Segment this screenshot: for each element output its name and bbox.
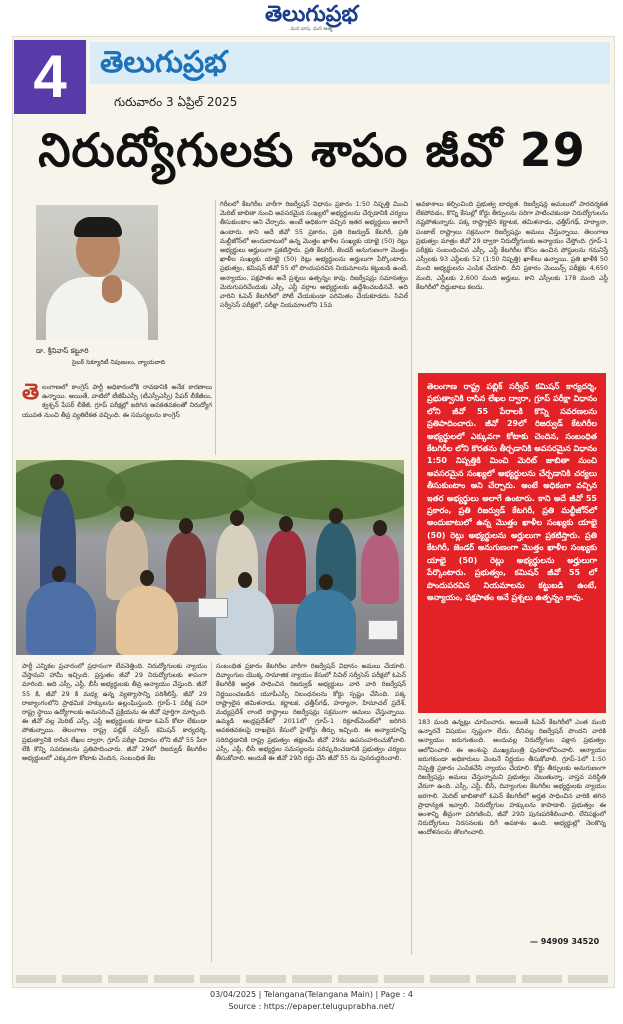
article-column-3-bottom: 183 మంది ఉన్నట్లు చూపించారు. అయితే ఓపెన్ కేటగిరీలో ఎంత మంది ఉన్నారనే విషయం స్పష్టంగా లేదు. దీనివల్ల రిజర్వేషన్ పొందని వారికి అన్యాయం జరుగుతుంది. అందువల్ల నిరుద్యోగుల పక్షాన ప్రభుత్వం ఆలోచించాలి. ఈ అంశంపై ముఖ్యమంత్రి పునరాలోచించాలి. ఆన్యాయం జరుగకుండా అధికారులు వెంటనే నిర్ణయం తీసుకోవాలి. గ్రూప్-1లో 1:50 నిష్పత్తి ప్రకారం ఎంపికచేసి న్యాయం చేయాలి. కోర్టు తీర్పులకు అనుగుణంగా రిజర్వేషన్లు అమలు చేస్తున్నామని ప్రభుత్వం చెబుతున్నా, వాస్తవ పరిస్థితి వేరుగా ఉంది. ఎస్సీ, ఎస్టీ, బీసీ, దివ్యాంగుల కేటగిరీల అభ్యర్థులకు న్యాయం జరగాలి. మెరిట్ జాబితాలో ఓపెన్ కేటగిరీలో అర్హత సాధించిన వారికి తగిన ప్రాధాన్యత ఇవ్వాలి. నిరుద్యోగుల హక్కులను కాపాడాలి. ప్రభుత్వం ఈ అంశాన్ని తీవ్రంగా పరిగణించి, జీవో 29ని పునఃపరిశీలించాలి. లేనిపక్షంలో నిరుద్యోగులు నిరసనలకు దిగే అవకాశం ఉంది. అభ్యర్థుల్లో నెలకొన్న ఆందోళనలను తొలగించాలి. [418,718,606,837]
photo-person-head [279,516,293,532]
photo-person-head [230,510,244,526]
protest-photo [16,460,404,655]
masthead [0,0,623,32]
masthead-tagline: మన భాష. మన ఆత్మ [290,26,333,32]
photo-person-head [140,570,154,586]
headline: నిరుద్యోగులకు శాపం జీవో 29 [38,123,586,177]
dropcap: తె [22,383,40,405]
footer-source: Source : https://epaper.teluguprabha.net/ [228,1002,395,1011]
author-name: డా. శ్రీనివాస్ కట్టూరి [36,347,89,355]
author-hand [102,275,122,303]
photo-placard [368,620,398,640]
photo-person [116,586,178,655]
column-divider [411,200,412,955]
article-intro [22,383,212,455]
photo-person-head [179,518,193,534]
column-divider [215,200,216,455]
photo-person-head [238,572,252,588]
column-divider [211,662,212,962]
article-column-2-bottom: సంబంధిత ప్రకారం కేటగిరీల వారీగా రిజర్వేషన్ విధానం అమలు చేయాలి. దివ్యాంగుల యొక్క సామాజిక న్యాయం కేసులో సివిల్ సర్వీసెస్ పరీక్షలో ఓపెన్ కేటగిరీకి అర్హత సాధించిన రిజర్వుడ్ అభ్యర్థులు వారి వారి రిజర్వేషన్ నిర్ణయించబడిన యూపీఎస్సీ నిబంధనలను కోర్టు స్పష్టం చేసింది. పక్క రాష్ట్రాలైన తమిళనాడు, కర్ణాటక, ఛత్తీస్‌గఢ్, హర్యానా, హిమాచల్ ప్రదేశ్, మధ్యప్రదేశ్ లాంటి రాష్ట్రాలు రిజర్వేషన్లు సక్రమంగా అమలు చేస్తున్నాయి. ఉమ్మడి ఆంధ్రప్రదేశ్‌లో 2011లో గ్రూప్-1 రిక్రూట్‌మెంట్‌లో జరిగిన అవకతవకలపై దాఖలైన కేసులో హైకోర్టు తీర్పు ఇచ్చింది. ఈ అన్యాయాన్ని సరిదిద్దడానికి రాష్ట్ర ప్రభుత్వం తక్షణమే జీవో 29ను ఉపసంహరించుకోవాలి. ఎస్సీ, ఎస్టీ, బీసీ అభ్యర్థుల సమస్యలను పరిష్కరించడానికి ప్రభుత్వం చర్యలు తీసుకోవాలి. అందుకే ఈ జీవో 29ని రద్దు చేసి జీవో 55 ను పునరుద్ధరించాలి. [216,662,406,763]
author-hair [74,217,122,237]
photo-person [26,582,96,655]
photo-tree [246,460,404,520]
article-intro-text: లంగాణలో కాంగ్రెస్ పార్టీ అధికారంలోకి రావడానికి అనేక కారణాలు ఉన్నాయి. అయితే, వాటిలో టీజీపీఎస్సీ (టీఎస్పీఎస్సీ) పేపర్ లీకేజీలు, క్వశ్చన్ పేపర్ లీకేజీ, గ్రూప్ పరీక్షల్లో జరిగిన అవకతవకలతో నిరుద్యోగ యువత నుంచి తీవ్ర వ్యతిరేకత వచ్చింది. ఈ సమస్యలను కాంగ్రెస్ [22,383,212,419]
page-date: గురువారం 3 ఏప్రిల్ 2025 [114,95,238,109]
next-article-strip [16,975,608,983]
footer-edition: 03/04/2025 | Telangana(Telangana Main) | Page : 4 [210,990,413,999]
author-role: సైబర్ సెక్యూరిటీ నిపుణులు, న్యాయవాది [72,359,165,366]
author-shirt [46,277,148,340]
masthead-title: తెలుగుప్రభ [265,1,358,27]
brand-title: తెలుగుప్రభ [100,45,227,80]
photo-person [266,530,306,604]
article-column-2: గిరీలలో కేటగిరీల వారీగా రిజర్వేషన్ విధానం ప్రకారం 1:50 నిష్పత్తి మించి మెరిట్ జాబితా నుంచి అవసరమైన సంఖ్యలో అభ్యర్థులను చేర్చడానికి చర్యలు తీసుకుంటాం అని చేర్చారు. అంటే అధికంగా వచ్చిన ఇతర అభ్యర్థులు అలాగే ఉంటారు. కాని అదే జీవో 55 ప్రకారం, ప్రతి రిజర్వుడ్ కేటగిరీ, ప్రతి మల్టీజోన్‌లో అందుబాటులో ఉన్న మొత్తం ఖాళీల సంఖ్యకు యాభై (50) రెట్లు అభ్యర్థులు అర్హులుగా ప్రకటిస్తారు. ప్రతి కేటగిరీ, జెండర్ అనుగుణంగా మొత్తం ఖాళీల సంఖ్యకు యాభై (50) రెట్లు అభ్యర్థులను అర్హులుగా పేర్కొంటారు. ప్రభుత్వం, కమిషన్ జీవో 55 లో పొందుపరచిన నియమాలను కట్టుబడి ఉంటే, అన్యాయం, పక్షపాతం అనే ప్రశ్నలు ఉత్పన్నం కావు. రిజర్వేషన్లు సమానత్వం మెరుగుపరిచేందుకు ఎస్సీ, ఎస్టీ వర్గాల అభ్యర్థులకు ఉద్దేశించబడినవే. అది వారిని ఓపెన్ కేటగిరీలో పోటీ చేయకుండా పరిమితం చేయకూడదు. సివిల్ సర్వీసెస్ పరీక్షలో, పరీక్షా నియమాలలోని 15వ [220,200,408,310]
photo-person [296,590,356,655]
page-number: 4 [14,40,86,114]
photo-placard [198,598,228,618]
photo-person-head [50,474,64,490]
photo-person-head [373,520,387,536]
photo-person-head [52,566,66,582]
author-photo [36,205,158,340]
photo-person [166,532,206,602]
author-phone: — 94909 34520 [530,937,600,946]
photo-person [361,534,399,604]
article-column-1-bottom: పార్టీ ఎన్నికల ప్రచారంలో ప్రధానంగా లేవనెత్తింది. నిరుద్యోగులకు న్యాయం చేస్తామని హామీ ఇచ్చింది. ప్రస్తుతం జీవో 29 నిరుద్యోగులకు శాపంగా మారింది. అది ఎస్సీ, ఎస్టీ, బీసీ అభ్యర్థులకు తీవ్ర అన్యాయం చేస్తుంది. జీవో 55 కి, జీవో 29 కి మధ్య ఉన్న వ్యత్యాసాన్ని పరిశీలిస్తే, జీవో 29 రాజ్యాంగంలోని ప్రాథమిక హక్కులను ఉల్లంఘిస్తుంది. గ్రూప్-1 పరీక్ష సహా రాష్ట్ర స్థాయి ఉద్యోగాలకు అనుసరించే ప్రక్రియను ఈ జీవో పూర్తిగా మార్చింది. ఈ జీవో వల్ల మెరిట్ ఎస్సీ, ఎస్టీ అభ్యర్థులకు కూడా ఓపెన్ కోటా లేకుండా పోతున్నాయి. తెలంగాణ రాష్ట్ర పబ్లిక్ సర్వీస్ కమిషన్ కార్యదర్శి, ప్రభుత్వానికి రాసిన లేఖల ద్వారా, గ్రూప్ పరీక్షా విధానం లోని జీవో 55 పేరా లేకి కొన్ని సవరణలను ప్రతిపాదించారు. జీవో 29లో రిజర్వుడ్ కేటగిరీల అభ్యర్థులలో ఎక్కువగా కోటాకు చెందిన, సంబంధిత కేట [22,662,207,763]
photo-person-head [319,574,333,590]
article-column-3: అవకాశాలు కల్పించింది ప్రభుత్వ బాధ్యత. రిజర్వేషన్ల అమలులో పారదర్శకత లేకపోవడం, కొన్ని కేసుల్లో కోర్టు తీర్పులను సరిగా పాటించకుండా నిరుద్యోగులను నష్టపోతున్నారు. పక్క రాష్ట్రాలైన కర్ణాటక, తమిళనాడు, ఛత్తీస్‌గఢ్, హర్యానా, పంజాబ్ రాష్ట్రాలు సక్రమంగా రిజర్వేషన్లు అమలు చేస్తున్నాయి. తెలంగాణ ప్రభుత్వం మాత్రం జీవో 29 ద్వారా నిరుద్యోగులకు అన్యాయం చేస్తోంది. గ్రూప్-1 పరీక్షకు సంబంధించిన ఎస్సీ, ఎస్టీ కేటగిరీల కోసం ఉంచిన పోస్టులను గమనిస్తే ఎస్సీలకు 93 ఎస్టీలకు 52 (1:50 నిష్పత్తి) ఖాళీలు ఉన్నాయి. ప్రతి ఖాళీకి 50 మంది అభ్యర్థులను ఎంపిక చేయాలి. దీని ప్రకారం మెయిన్స్ పరీక్షకు 4,650 మంది, ఎస్టీలకు 2,600 మంది అర్హులు. కాని ఎస్సీలకు 178 మంది ఎస్టీ కేటగిరీలో దిద్దుబాటు కలదు. [416,200,608,291]
photo-person-head [329,508,343,524]
highlight-box: తెలంగాణ రాష్ట్ర పబ్లిక్ సర్వీస్ కమిషన్ కార్యదర్శి, ప్రభుత్వానికి రాసిన లేఖల ద్వారా, గ్రూప్ పరీక్షా విధానం లోని జీవో 55 పేరాలకి కొన్ని సవరణలను ప్రతిపాదించారు. జీవో 29లో రిజర్వుడ్ కేటగిరీల అభ్యర్థులలో ఎక్కువగా కోటాకు చెందిన, సంబంధిత కేటగిరీల లోని కొరతను తీర్చడానికి అవసరమైన విధానం 1:50 నిష్పత్తికి మించి మెరిట్ జాబితా నుంచి అవసరమైన సంఖ్యలో అభ్యర్థులను చేర్చడానికి చర్యలు తీసుకుంటాం అని చేర్చారు. అంటే అధికంగా వచ్చిన ఇతర అభ్యర్థులు అలాగే ఉంటారు. కాని అదే జీవో 55 ప్రకారం, ప్రతి రిజర్వుడ్ కేటగిరీ, ప్రతి మల్టీజోన్‌లో అందుబాటులో ఉన్న మొత్తం ఖాళీల సంఖ్యకు యాభై (50) రెట్లు అభ్యర్థులను అర్హులుగా ప్రకటిస్తారు. ప్రతి కేటగిరీ, జెండర్ అనుగుణంగా మొత్తం ఖాళీల సంఖ్యకు యాభై (50) రెట్లు అభ్యర్థులను అర్హులుగా పేర్కొంటారు. ప్రభుత్వం, కమిషన్ జీవో 55 లో పొందుపరచిన నియమాలను కట్టుబడి ఉంటే, అన్యాయం, పక్షపాతం అనే ప్రశ్నలు ఉత్పన్నం కావు. [418,373,606,713]
photo-person-head [120,506,134,522]
